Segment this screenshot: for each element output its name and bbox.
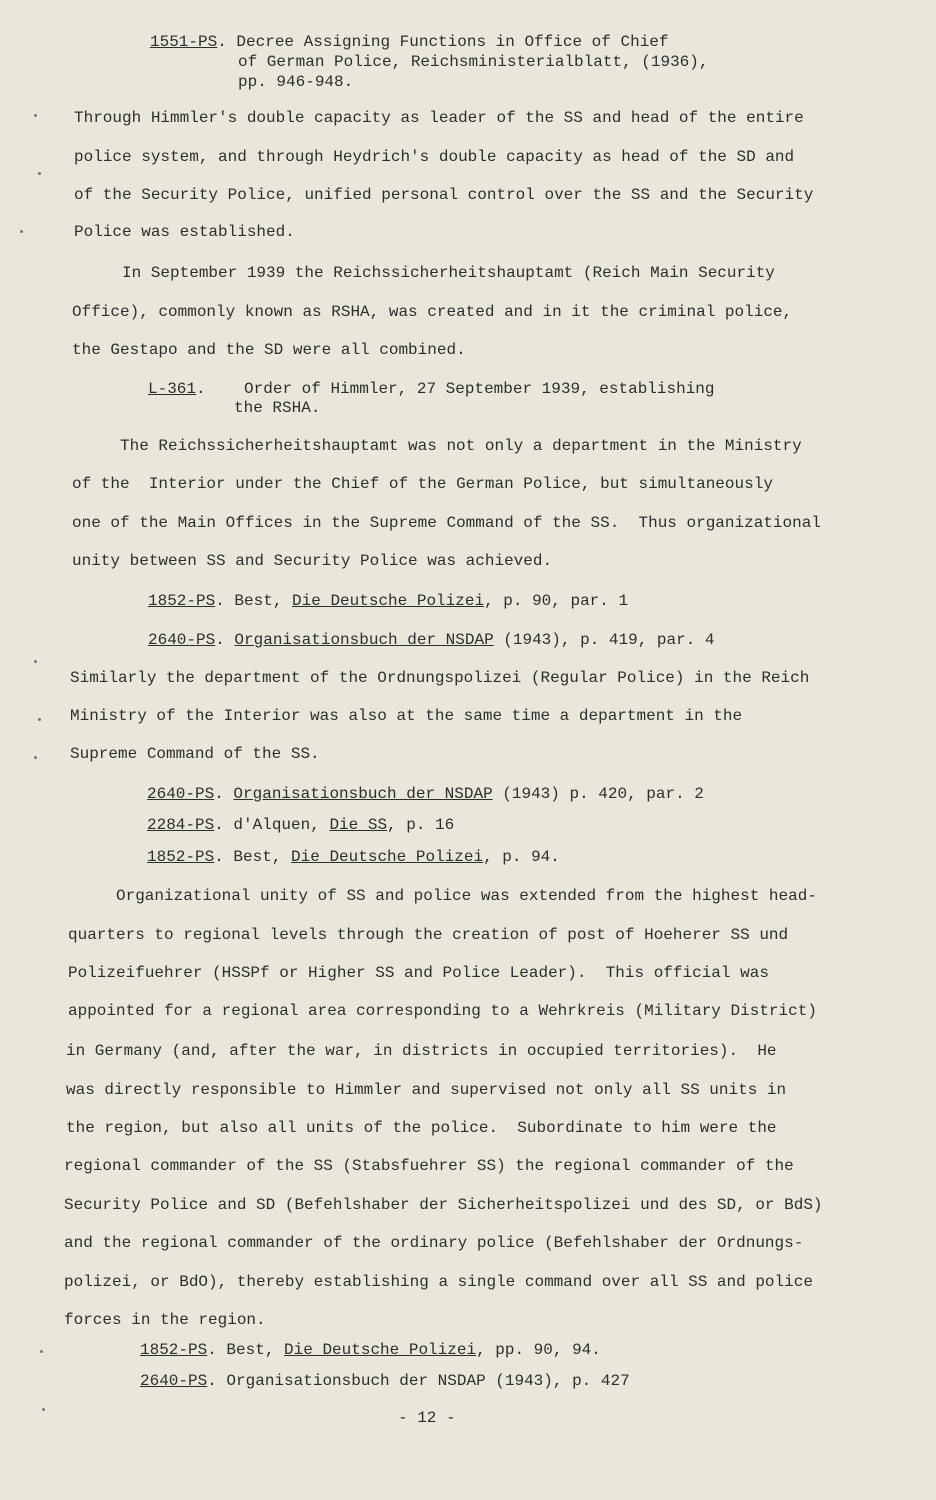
para-5-line: Polizeifuehrer (HSSPf or Higher SS and Police Leader). This official was xyxy=(68,964,769,982)
para-2-line: In September 1939 the Reichssicherheitshauptamt (Reich Main Security xyxy=(122,264,775,282)
para-5-line: Security Police and SD (Befehlshaber der Sicherheitspolizei und des SD, or BdS) xyxy=(64,1196,823,1214)
citation-line: 1852-PS. Best, Die Deutsche Polizei, p. 94. xyxy=(147,848,560,866)
citation-1551-line2: of German Police, Reichsministerialblatt, (1936), xyxy=(238,53,709,71)
para-5-line: and the regional commander of the ordinary police (Befehlshaber der Ordnungs- xyxy=(64,1234,804,1252)
para-5-line: was directly responsible to Himmler and supervised not only all SS units in xyxy=(66,1081,787,1099)
page-number: - 12 - xyxy=(398,1409,456,1427)
margin-speck xyxy=(38,172,41,175)
margin-speck xyxy=(40,1350,43,1353)
margin-speck xyxy=(42,1408,45,1411)
para-5-line: appointed for a regional area corresponding to a Wehrkreis (Military District) xyxy=(68,1002,817,1020)
citation-line: 2284-PS. d'Alquen, Die SS, p. 16 xyxy=(147,816,455,834)
para-3-line: of the Interior under the Chief of the German Police, but simultaneously xyxy=(72,475,773,493)
citation-line: 2640-PS. Organisationsbuch der NSDAP (1943), p. 419, par. 4 xyxy=(148,631,715,649)
citation-code: 1551-PS xyxy=(150,33,218,51)
citation-code: L-361 xyxy=(148,380,197,398)
citation-line: 1852-PS. Best, Die Deutsche Polizei, pp. 90, 94. xyxy=(140,1341,601,1359)
margin-speck xyxy=(20,230,23,233)
para-5-line: regional commander of the SS (Stabsfuehrer SS) the regional commander of the xyxy=(64,1157,794,1175)
para-2-line: the Gestapo and the SD were all combined. xyxy=(72,341,466,359)
para-1-line: Through Himmler's double capacity as leader of the SS and head of the entire xyxy=(74,109,804,127)
para-2-line: Office), commonly known as RSHA, was created and in it the criminal police, xyxy=(72,303,793,321)
para-4-line: Supreme Command of the SS. xyxy=(70,745,320,763)
para-5-line: Organizational unity of SS and police was extended from the highest head- xyxy=(116,887,817,905)
para-5-line: in Germany (and, after the war, in districts in occupied territories). He xyxy=(66,1042,777,1060)
citation-L361-line1: L-361. Order of Himmler, 27 September 1939, establishing xyxy=(148,380,715,398)
para-1-line: of the Security Police, unified personal control over the SS and the Security xyxy=(74,186,814,204)
citation-line: 1852-PS. Best, Die Deutsche Polizei, p. 90, par. 1 xyxy=(148,592,629,610)
citation-L361-line2: the RSHA. xyxy=(234,399,321,417)
margin-speck xyxy=(34,660,37,663)
para-4-line: Similarly the department of the Ordnungspolizei (Regular Police) in the Reich xyxy=(70,669,810,687)
citation-line: 2640-PS. Organisationsbuch der NSDAP (1943), p. 427 xyxy=(140,1372,630,1390)
para-5-line: polizei, or BdO), thereby establishing a single command over all SS and police xyxy=(64,1273,813,1291)
margin-speck xyxy=(38,718,41,721)
para-3-line: unity between SS and Security Police was achieved. xyxy=(72,552,553,570)
para-4-line: Ministry of the Interior was also at the same time a department in the xyxy=(70,707,743,725)
para-1-line: police system, and through Heydrich's double capacity as head of the SD and xyxy=(74,148,795,166)
para-3-line: The Reichssicherheitshauptamt was not only a department in the Ministry xyxy=(120,437,802,455)
margin-speck xyxy=(34,114,37,117)
citation-line: 2640-PS. Organisationsbuch der NSDAP (1943) p. 420, par. 2 xyxy=(147,785,704,803)
para-1-line: Police was established. xyxy=(74,223,295,241)
para-5-line: the region, but also all units of the police. Subordinate to him were the xyxy=(66,1119,777,1137)
citation-1551-line1: 1551-PS. Decree Assigning Functions in Office of Chief xyxy=(150,33,669,51)
para-5-line: quarters to regional levels through the creation of post of Hoeherer SS und xyxy=(68,926,789,944)
citation-1551-line3: pp. 946-948. xyxy=(238,73,354,91)
para-3-line: one of the Main Offices in the Supreme Command of the SS. Thus organizational xyxy=(72,514,821,532)
para-5-line: forces in the region. xyxy=(64,1311,266,1329)
margin-speck xyxy=(34,756,37,759)
